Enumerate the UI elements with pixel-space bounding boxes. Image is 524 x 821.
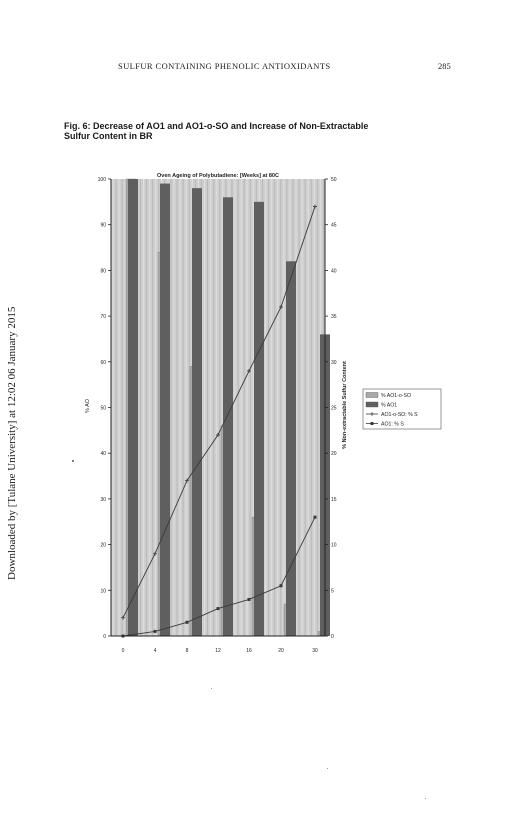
line-marker-ao1-s-8: [186, 621, 189, 624]
left-tick-label: 10: [100, 588, 106, 595]
right-tick-label: 40: [331, 268, 337, 275]
x-tick-label: 8: [185, 648, 189, 654]
bar-8-ao1: [192, 188, 202, 636]
legend-label-2: AO1-o-SO: % S: [381, 412, 418, 418]
right-tick-label: 25: [331, 405, 337, 412]
scan-speck: [211, 688, 212, 689]
left-tick-label: 90: [100, 222, 106, 229]
y-axis-label: % AO: [85, 398, 91, 414]
stray-dot: [72, 460, 74, 462]
legend-label-3: AO1: % S: [381, 421, 404, 428]
running-title: SULFUR CONTAINING PHENOLIC ANTIOXIDANTS: [118, 61, 331, 71]
left-tick-label: 100: [97, 177, 106, 183]
left-tick-label: 60: [100, 359, 106, 366]
left-tick-label: 30: [100, 496, 106, 503]
x-tick-label: 12: [215, 648, 221, 654]
line-marker-ao1-s-12: [217, 607, 220, 610]
legend-swatch-1: [366, 402, 378, 407]
x-tick-label: 4: [153, 648, 157, 654]
legend-label-0: % AO1-o-SO: [381, 393, 411, 399]
bar-4-ao1: [160, 184, 170, 636]
right-tick-label: 35: [331, 314, 337, 321]
legend-label-1: % AO1: [381, 402, 398, 409]
right-tick-label: 10: [331, 542, 337, 549]
bar-16-ao1: [254, 202, 264, 636]
figure-caption-line-2: Sulfur Content in BR: [64, 131, 153, 141]
line-marker-ao1-s-30: [314, 516, 317, 519]
left-tick-label: 0: [103, 634, 106, 640]
x-tick-label: 30: [312, 648, 318, 654]
left-tick-label: 80: [100, 268, 106, 275]
scan-speck: [425, 798, 426, 799]
line-marker-ao1-s-16: [248, 598, 251, 601]
line-marker-ao1-s-20: [280, 584, 283, 587]
bar-0-ao1: [128, 179, 138, 636]
figure-caption-line-1: Fig. 6: Decrease of AO1 and AO1-o-SO and Increase of Non-Extractable: [64, 121, 369, 131]
left-tick-label: 20: [100, 542, 106, 549]
left-tick-label: 40: [100, 451, 106, 458]
legend-swatch-0: [366, 393, 378, 398]
right-tick-label: 15: [331, 496, 337, 503]
bar-20-ao1: [286, 261, 296, 636]
scan-speck: [327, 768, 328, 769]
left-tick-label: 70: [100, 314, 106, 321]
right-tick-label: 50: [331, 177, 337, 183]
download-watermark: Downloaded by [Tulane University] at 12:02 06 January 2015: [6, 306, 18, 580]
x-tick-label: 20: [278, 648, 284, 654]
x-tick-label: 16: [246, 648, 252, 654]
bar-12-ao1: [223, 197, 233, 636]
right-tick-label: 20: [331, 451, 337, 458]
legend-marker-3: [371, 422, 374, 425]
chart-title: Oven Ageing of Polybutadiene: [Weeks] at 80C: [157, 173, 279, 179]
x-tick-label: 0: [121, 648, 125, 654]
right-tick-label: 45: [331, 222, 337, 229]
right-tick-label: 5: [331, 588, 334, 595]
line-marker-ao1-s-4: [154, 630, 157, 633]
y2-axis-label: % Non-extractable Sulfur Content: [342, 361, 348, 449]
page-number: 285: [438, 61, 451, 71]
left-tick-label: 50: [100, 405, 106, 412]
right-tick-label: 30: [331, 359, 337, 366]
right-tick-label: 0: [331, 634, 334, 640]
